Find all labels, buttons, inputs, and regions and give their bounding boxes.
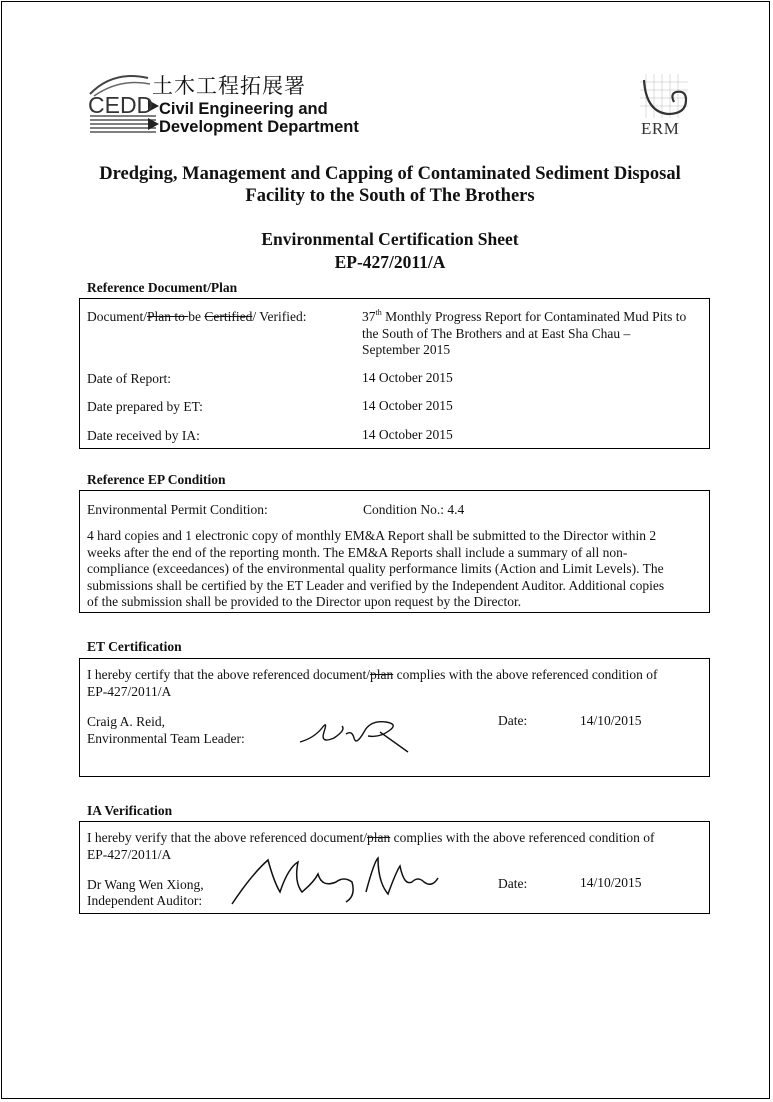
et-date: 14/10/2015 (580, 713, 642, 728)
ep-number: EP-427/2011/A (334, 252, 446, 272)
ia-date: 14/10/2015 (580, 875, 642, 890)
condition-number: Condition No.: 4.4 (363, 502, 465, 517)
et-role: Environmental Team Leader: (87, 731, 245, 746)
ia-signature-icon (228, 852, 450, 908)
erm-label: ERM (641, 119, 680, 138)
ia-role: Independent Auditor: (87, 893, 203, 908)
date-prepared-value: 14 October 2015 (362, 398, 453, 413)
cedd-name-line1: Civil Engineering and (159, 100, 328, 118)
erm-logo-icon (638, 72, 692, 120)
ia-verification-heading: IA Verification (87, 803, 173, 818)
date-received-value: 14 October 2015 (362, 427, 453, 442)
permit-condition-label: Environmental Permit Condition: (87, 502, 268, 517)
ia-statement: I hereby verify that the above referenced document/plan complies with the above referenced condition of EP-427/2011/A (87, 830, 655, 862)
date-prepared-label: Date prepared by ET: (87, 399, 203, 414)
ia-date-label: Date: (498, 876, 528, 891)
et-statement: I hereby certify that the above referenced document/plan complies with the above referenced condition of EP-427/2011/A (87, 667, 658, 699)
cedd-acronym: CEDD (88, 92, 154, 118)
reference-document-heading: Reference Document/Plan (87, 280, 238, 295)
et-date-label: Date: (498, 713, 528, 728)
et-name: Craig A. Reid, (87, 714, 165, 729)
title-line1: Dredging, Management and Capping of Contaminated Sediment Disposal (99, 164, 681, 184)
et-certification-heading: ET Certification (87, 639, 182, 654)
date-of-report-value: 14 October 2015 (362, 370, 453, 385)
ia-name: Dr Wang Wen Xiong, (87, 877, 204, 892)
title-line2: Facility to the South of The Brothers (245, 186, 535, 206)
reference-ep-heading: Reference EP Condition (87, 472, 226, 487)
sheet-title: Environmental Certification Sheet (261, 229, 519, 249)
et-signature-icon (294, 708, 420, 760)
condition-text: 4 hard copies and 1 electronic copy of monthly EM&A Report shall be submitted to the Director within 2 weeks after the end of the reporting month. The EM&A Reports shall include a summary of all non- compliance (exceedances) of the environmental quality performance limits (Action and Limit Levels). The submissions shall be certified by the ET Leader and verified by the Independent Auditor. Additional copies of the submission shall be provided to the Director upon request by the Director. (87, 528, 665, 609)
date-of-report-label: Date of Report: (87, 371, 171, 386)
cedd-chinese-name: 土木工程拓展署 (152, 74, 306, 98)
date-received-label: Date received by IA: (87, 428, 200, 443)
document-value: 37th Monthly Progress Report for Contaminated Mud Pits to the South of The Brothers and at East Sha Chau – September 2015 (362, 308, 687, 357)
cedd-name-line2: Development Department (159, 118, 359, 136)
document-label: Document/Plan to be Certified/ Verified: (87, 309, 307, 324)
